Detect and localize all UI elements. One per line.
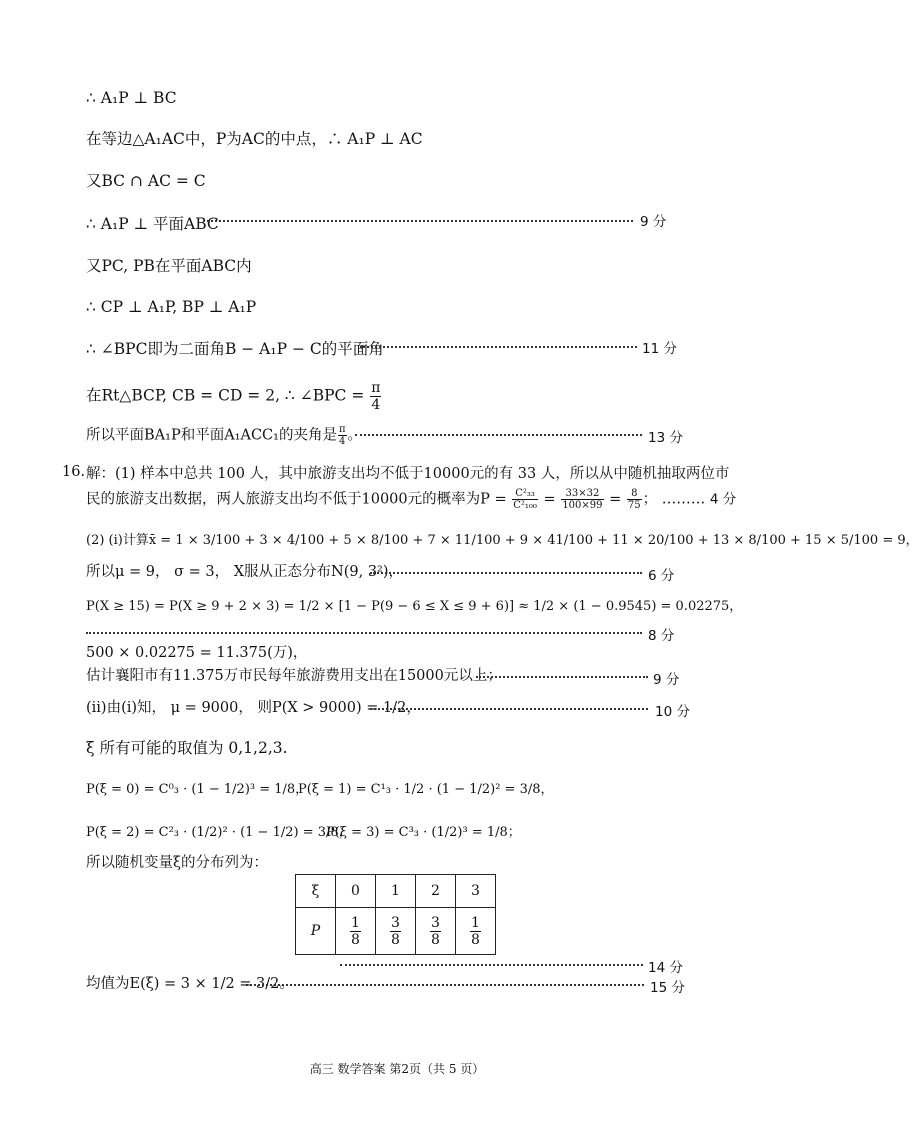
p-xi-2: P(ξ = 2) = C²₃ · (1/2)² · (1 − 1/2) = 3/8， [86,825,352,840]
proof-line-7: ∴ ∠BPC即为二面角B − A₁P − C的平面角 [86,340,384,358]
table-header-cell: ξ [296,875,336,908]
solution-line-2 [86,488,736,511]
distribution-intro: 所以随机变量ξ的分布列为： [86,855,268,871]
fraction-denominator: 75 [627,500,641,511]
page-footer: 高三 数学答案 第2页（共 5 页） [309,1062,485,1076]
score-leader-dots [355,434,642,436]
fraction-numerator: 1 [471,914,480,931]
score-leader-dots [246,984,644,986]
equals-sign: = [609,491,622,508]
conclusion-text: 所以平面BA₁P和平面A₁ACC₁的夹角是 [86,427,337,444]
proof-line-1: ∴ A₁P ⊥ BC [86,89,177,107]
score-8: 8 分 [648,628,675,644]
product-fraction [561,488,603,511]
fraction-numerator: 3 [391,914,400,931]
inline-dots: ……… [661,491,706,508]
xi-values-line: ξ 所有可能的取值为 0,1,2,3. [86,739,288,757]
probability-calculation: P(X ≥ 15) = P(X ≥ 9 + 2 × 3) = 1/2 × [1 − P(9 − 6 ≤ X ≤ 9 + 6)] ≈ 1/2 × (1 − 0.9545) = 0.02275， [86,599,743,614]
score-leader-dots [476,676,648,678]
normal-distribution-line: 所以μ = 9， σ = 3， X服从正态分布N(9, 3²)， [86,564,404,580]
expectation-line: 均值为E(ξ) = 3 × 1/2 = 3/2。 [86,976,294,992]
table-row-label: P [296,908,336,955]
score-4: 4 分 [709,491,737,508]
probability-statement: 民的旅游支出数据，两人旅游支出均不低于10000元的概率为P = [86,491,507,508]
fraction-numerator: C²₃₃ [512,488,538,500]
score-leader-dots [370,572,642,574]
fraction-numerator: 3 [431,914,440,931]
population-calculation: 500 × 0.02275 = 11.375(万)， [86,645,308,661]
equals-sign: = [543,491,556,508]
estimate-line: 估计襄阳市有11.375万市民每年旅游费用支出在15000元以上； [86,668,502,684]
result-fraction [627,488,642,511]
proof-line-5: 又PC, PB在平面ABC内 [86,257,252,275]
fraction-denominator: 100×99 [562,500,603,511]
probability-fraction [390,915,401,948]
distribution-table [295,874,496,955]
mean-calculation: (2) (i)计算x̄ = 1 × 3/100 + 3 × 4/100 + 5 × 8/100 + 7 × 11/100 + 9 × 41/100 + 11 × 20/100 + 13 × 8/100 + 15 × 5/100 = 9， [86,533,919,548]
fraction-denominator: 8 [391,931,400,948]
table-cell [456,908,496,955]
table-cell [336,908,376,955]
fraction-denominator: 4 [339,436,346,447]
fraction-numerator: π [371,380,381,396]
fraction-denominator: 8 [351,931,360,948]
table-row [296,908,496,955]
table-cell [376,908,416,955]
fraction-denominator: 4 [371,397,381,413]
table-cell [416,908,456,955]
table-header-cell: 2 [416,875,456,908]
fraction-numerator: 8 [627,488,642,500]
proof-line-3: 又BC ∩ AC = C [86,172,206,190]
p-xi-0: P(ξ = 0) = C⁰₃ · (1 − 1/2)³ = 1/8， [86,782,309,797]
table-row [296,875,496,908]
solution-line-1: 解：(1) 样本中总共 100 人，其中旅游支出均不低于10000元的有 33 人，所以从中随机抽取两位市 [86,466,730,482]
score-leader-dots [86,632,642,634]
question-number: 16. [62,464,86,480]
p-xi-1: P(ξ = 1) = C¹₃ · 1/2 · (1 − 1/2)² = 3/8， [298,782,554,797]
table-header-cell: 1 [376,875,416,908]
table-header-cell: 0 [336,875,376,908]
score-11: 11 分 [642,341,677,357]
score-14: 14 分 [648,960,683,976]
conclusion-line [86,424,362,447]
table-header-cell: 3 [456,875,496,908]
part-ii-line: (ii)由(i)知， μ = 9000， 则P(X > 9000) = 1/2， [86,700,421,716]
angle-statement: 在Rt△BCP, CB = CD = 2, ∴ ∠BPC = [86,386,365,405]
semicolon: ； [642,491,658,508]
score-leader-dots [360,346,637,348]
fraction-denominator: C²₁₀₀ [513,500,537,511]
pi-over-4-fraction [370,380,381,413]
fraction-denominator: 8 [471,931,480,948]
p-xi-3: P(ξ = 3) = C³₃ · (1/2)³ = 1/8； [326,825,521,840]
fraction-numerator: π [338,424,346,435]
score-6: 6 分 [648,568,675,584]
fraction-denominator: 8 [431,931,440,948]
proof-line-6: ∴ CP ⊥ A₁P, BP ⊥ A₁P [86,298,257,316]
probability-fraction [470,915,481,948]
proof-line-4: ∴ A₁P ⊥ 平面ABC [86,215,219,233]
score-10: 10 分 [655,704,690,720]
fraction-numerator: 1 [351,914,360,931]
score-13: 13 分 [648,430,683,446]
probability-fraction [430,915,441,948]
score-9a: 9 分 [640,214,667,230]
proof-line-8 [86,380,382,413]
combination-fraction [512,488,538,511]
proof-line-2: 在等边△A₁AC中，P为AC的中点，∴ A₁P ⊥ AC [86,130,423,148]
score-15: 15 分 [650,980,685,996]
probability-fraction [350,915,361,948]
period: 。 [347,427,363,444]
fraction-numerator: 33×32 [561,488,603,500]
score-leader-dots [370,708,648,710]
score-leader-dots [340,964,643,966]
pi-over-4-fraction [338,424,347,447]
score-leader-dots [207,220,633,222]
score-9b: 9 分 [653,672,680,688]
